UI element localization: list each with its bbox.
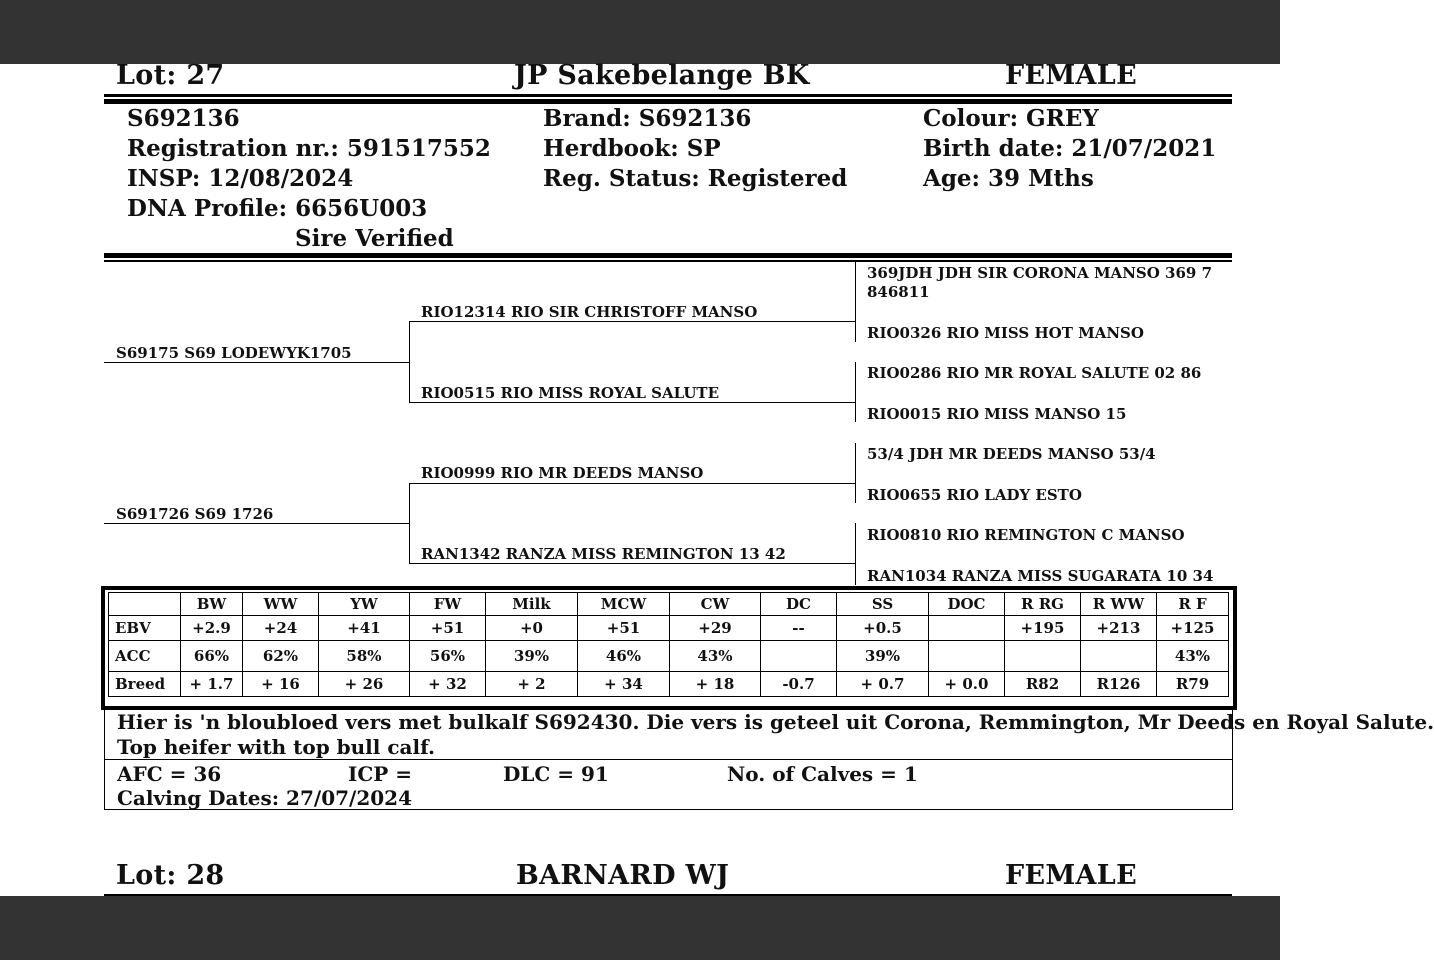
age: Age: 39 Mths [923, 165, 1094, 192]
ebv-cell: +125 [1157, 616, 1229, 641]
acc-cell: 43% [1157, 641, 1229, 672]
ebv-header-cell: R WW [1081, 593, 1157, 616]
acc-cell [929, 641, 1005, 672]
herdbook: Herdbook: SP [543, 135, 721, 162]
acc-cell: 58% [319, 641, 410, 672]
acc-cell: 46% [578, 641, 670, 672]
animal-name: JP Sakebelange BK [514, 60, 810, 91]
ggp-bracket-2 [855, 362, 856, 422]
ebv-cell: +51 [410, 616, 486, 641]
ebv-header-cell: DC [761, 593, 837, 616]
ebv-header-cell: R F [1157, 593, 1229, 616]
breed-cell: + 26 [319, 672, 410, 697]
icp: ICP = [348, 762, 413, 786]
acc-cell [761, 641, 837, 672]
next-lot-number: Lot: 28 [116, 860, 225, 891]
pedigree-ggp-1: 369JDH JDH SIR CORONA MANSO 369 7 846811 [867, 264, 1212, 301]
next-lot-name: BARNARD WJ [516, 860, 730, 891]
ebv-cell: +29 [670, 616, 761, 641]
comments-text [117, 710, 1434, 760]
pedigree-ggp-8: RAN1034 RANZA MISS SUGARATA 10 34 [867, 567, 1214, 585]
ebv-cell: +213 [1081, 616, 1157, 641]
ebv-header-cell [109, 593, 181, 616]
number-of-calves: No. of Calves = 1 [727, 762, 918, 786]
ggp-bracket-1 [855, 262, 856, 342]
dna-profile: DNA Profile: 6656U003 [127, 195, 428, 222]
pedigree-sire-dam: RIO0515 RIO MISS ROYAL SALUTE [421, 384, 720, 402]
ebv-header-cell: SS [837, 593, 929, 616]
viewer-bottom-bar [0, 896, 1280, 960]
ebv-cell: +0 [486, 616, 578, 641]
ebv-header-cell: MCW [578, 593, 670, 616]
ebv-cell: +24 [243, 616, 319, 641]
ggp-bracket-4 [855, 523, 856, 585]
acc-row-label: ACC [109, 641, 181, 672]
dam-sire-line [409, 483, 855, 484]
ebv-header-row [109, 593, 1229, 616]
pedigree-ggp-5: 53/4 JDH MR DEEDS MANSO 53/4 [867, 445, 1156, 463]
calving-dates: Calving Dates: 27/07/2024 [117, 786, 412, 810]
ebv-cell: +41 [319, 616, 410, 641]
breed-row-label: Breed [109, 672, 181, 697]
acc-cell: 66% [181, 641, 243, 672]
sire-sire-line [409, 321, 855, 322]
sire-dam-line [409, 402, 855, 403]
ebv-header-cell: WW [243, 593, 319, 616]
comment-line-2: Top heifer with top bull calf. [117, 735, 435, 759]
pedigree-ggp-7: RIO0810 RIO REMINGTON C MANSO [867, 526, 1185, 544]
breed-cell: + 0.0 [929, 672, 1005, 697]
sire-bracket [409, 322, 410, 403]
brand: Brand: S692136 [543, 105, 752, 132]
ebv-cell [929, 616, 1005, 641]
breed-cell: R79 [1157, 672, 1229, 697]
acc-cell: 39% [837, 641, 929, 672]
info-col-right [923, 104, 1216, 194]
ebv-header-cell: BW [181, 593, 243, 616]
sire-verified: Sire Verified [295, 225, 454, 252]
pedigree-dam: S691726 S69 1726 [116, 505, 274, 523]
ebv-cell: +195 [1005, 616, 1081, 641]
comments-box [104, 706, 1434, 760]
breed-cell: + 16 [243, 672, 319, 697]
breed-cell: + 34 [578, 672, 670, 697]
ebv-table [108, 592, 1229, 697]
acc-cell: 43% [670, 641, 761, 672]
breed-cell: + 18 [670, 672, 761, 697]
calving-stats-box [104, 759, 1233, 810]
reg-status: Reg. Status: Registered [543, 165, 848, 192]
viewer-top-bar [0, 0, 1280, 64]
breed-cell: -0.7 [761, 672, 837, 697]
registration-number: Registration nr.: 591517552 [127, 135, 491, 162]
dam-dam-line [409, 563, 855, 564]
animal-id: S692136 [127, 105, 240, 132]
info-col-middle [543, 104, 847, 194]
ebv-cell: +2.9 [181, 616, 243, 641]
pedigree-ggp-2: RIO0326 RIO MISS HOT MANSO [867, 324, 1144, 342]
pedigree-sire-sire: RIO12314 RIO SIR CHRISTOFF MANSO [421, 303, 758, 321]
pedigree-ggp-3: RIO0286 RIO MR ROYAL SALUTE 02 86 [867, 364, 1202, 382]
ebv-cell: -- [761, 616, 837, 641]
ebv-header-cell: Milk [486, 593, 578, 616]
lot-number: Lot: 27 [116, 60, 225, 91]
insp-date: INSP: 12/08/2024 [127, 165, 354, 192]
breed-cell: R126 [1081, 672, 1157, 697]
header-rule-thin [104, 94, 1232, 97]
acc-cell: 39% [486, 641, 578, 672]
acc-cell: 62% [243, 641, 319, 672]
info-rule-thin [104, 260, 1232, 262]
info-rule-thick [104, 253, 1232, 258]
colour: Colour: GREY [923, 105, 1099, 132]
afc: AFC = 36 [117, 762, 222, 786]
ebv-header-cell: FW [410, 593, 486, 616]
acc-cell: 56% [410, 641, 486, 672]
acc-cell [1005, 641, 1081, 672]
acc-row [109, 641, 1229, 672]
birth-date: Birth date: 21/07/2021 [923, 135, 1217, 162]
ebv-header-cell: CW [670, 593, 761, 616]
sire-line [104, 362, 409, 363]
breed-cell: R82 [1005, 672, 1081, 697]
dlc: DLC = 91 [503, 762, 609, 786]
breed-cell: + 2 [486, 672, 578, 697]
ebv-header-cell: YW [319, 593, 410, 616]
dam-bracket [409, 483, 410, 564]
breed-cell: + 1.7 [181, 672, 243, 697]
comment-line-1: Hier is 'n bloubloed vers met bulkalf S692430. Die vers is geteel uit Corona, Remmington, Mr Deeds en Royal Salute. [117, 710, 1434, 734]
pedigree-ggp-4: RIO0015 RIO MISS MANSO 15 [867, 405, 1127, 423]
pedigree-dam-sire: RIO0999 RIO MR DEEDS MANSO [421, 464, 704, 482]
info-col-left [127, 104, 491, 254]
breed-cell: + 32 [410, 672, 486, 697]
dam-line [104, 523, 409, 524]
ebv-row-label: EBV [109, 616, 181, 641]
breed-cell: + 0.7 [837, 672, 929, 697]
ebv-cell: +51 [578, 616, 670, 641]
ggp-bracket-3 [855, 443, 856, 503]
breed-row [109, 672, 1229, 697]
pedigree-dam-dam: RAN1342 RANZA MISS REMINGTON 13 42 [421, 545, 786, 563]
ebv-header-cell: DOC [929, 593, 1005, 616]
pedigree-ggp-6: RIO0655 RIO LADY ESTO [867, 486, 1082, 504]
pedigree-sire: S69175 S69 LODEWYK1705 [116, 344, 352, 362]
animal-sex: FEMALE [1005, 60, 1137, 91]
ebv-row [109, 616, 1229, 641]
acc-cell [1081, 641, 1157, 672]
ebv-header-cell: R RG [1005, 593, 1081, 616]
next-lot-sex: FEMALE [1005, 860, 1137, 891]
ebv-cell: +0.5 [837, 616, 929, 641]
